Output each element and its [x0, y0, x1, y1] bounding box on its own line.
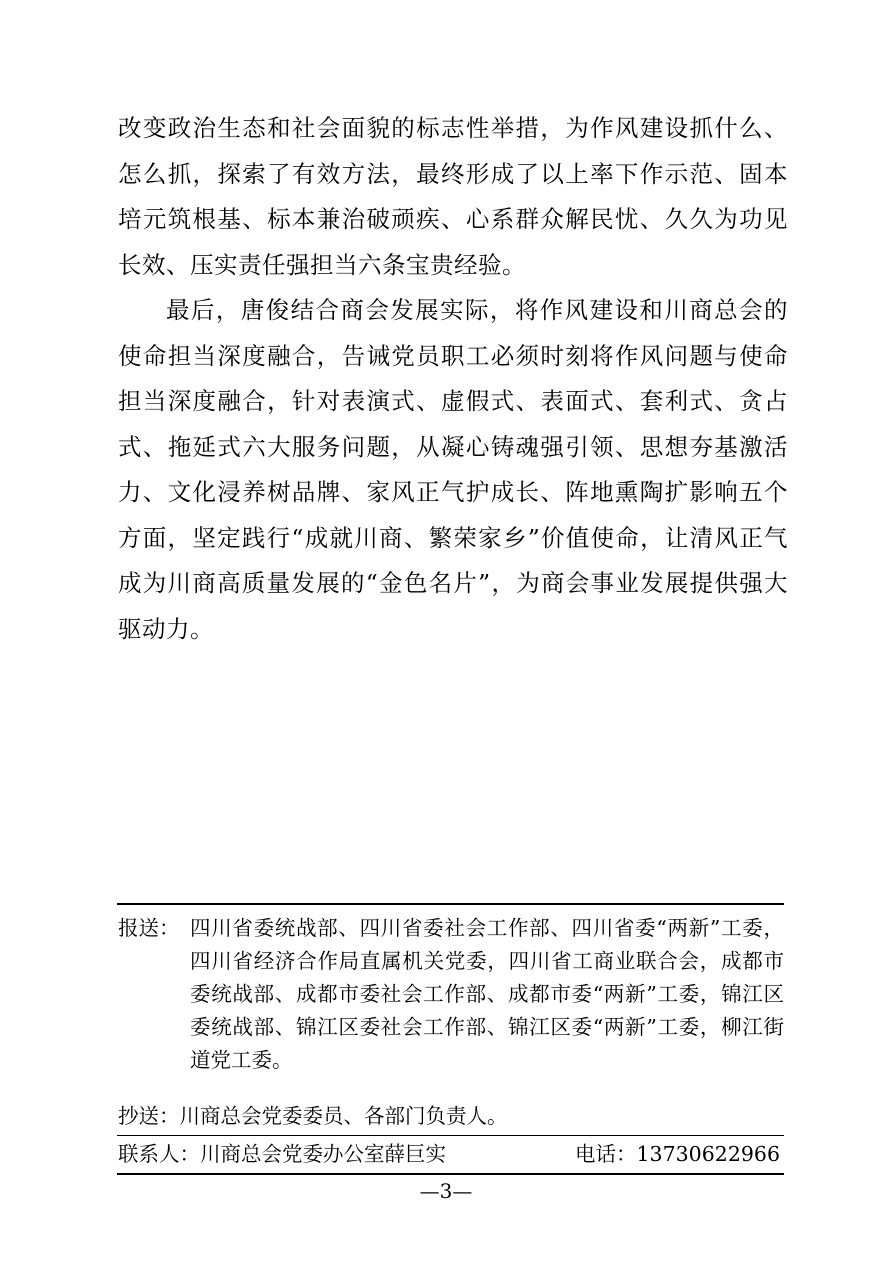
send-to-block: [118, 912, 784, 1077]
phone-label: 电话：: [575, 1142, 637, 1166]
footer-bottom-rule: [117, 1173, 784, 1175]
footer-middle-rule: [117, 1135, 784, 1136]
copy-to-row: [118, 1100, 508, 1133]
body-paragraph-2: 最后，唐俊结合商会发展实际，将作风建设和川商总会的使命担当深度融合，告诫党员职工必须时刻将作风问题与使命担当深度融合，针对表演式、虚假式、表面式、套利式、贪占式、拖延式六大服务问题，从凝心铸魂强引领、思想夯基激活力、文化浸养树品牌、家风正气护成长、阵地熏陶扩影响五个方面，坚定践行“成就川商、繁荣家乡”价值使命，让清风正气成为川商高质量发展的“金色名片”，为商会事业发展提供强大驱动力。: [118, 296, 788, 643]
contact-name: 川商总会党委办公室薛巨实: [200, 1142, 446, 1166]
contact-phone: [575, 1138, 780, 1171]
contact-person: [118, 1138, 446, 1171]
contact-label: 联系人：: [118, 1142, 200, 1166]
send-to-label: 报送：: [118, 916, 180, 940]
page-number: —3—: [419, 1179, 473, 1203]
copy-to-recipients: 川商总会党委委员、各部门负责人。: [179, 1104, 508, 1128]
body-paragraph-1: 改变政治生态和社会面貌的标志性举措，为作风建设抓什么、怎么抓，探索了有效方法，最终形成了以上率下作示范、固本培元筑根基、标本兼治破顽疾、心系群众解民忧、久久为功见长效、压实责任强担当六条宝贵经验。: [118, 114, 788, 279]
contact-row: [118, 1138, 780, 1171]
phone-number: 13730622966: [636, 1142, 780, 1166]
footer-top-rule: [117, 903, 784, 905]
send-to-recipients: 四川省委统战部、四川省委社会工作部、四川省委“两新”工委，四川省经济合作局直属机关党委，四川省工商业联合会，成都市委统战部、成都市委社会工作部、成都市委“两新”工委，锦江区委统战部、锦江区委社会工作部、锦江区委“两新”工委，柳江街道党工委。: [190, 916, 784, 1072]
copy-to-label: 抄送：: [118, 1104, 180, 1128]
